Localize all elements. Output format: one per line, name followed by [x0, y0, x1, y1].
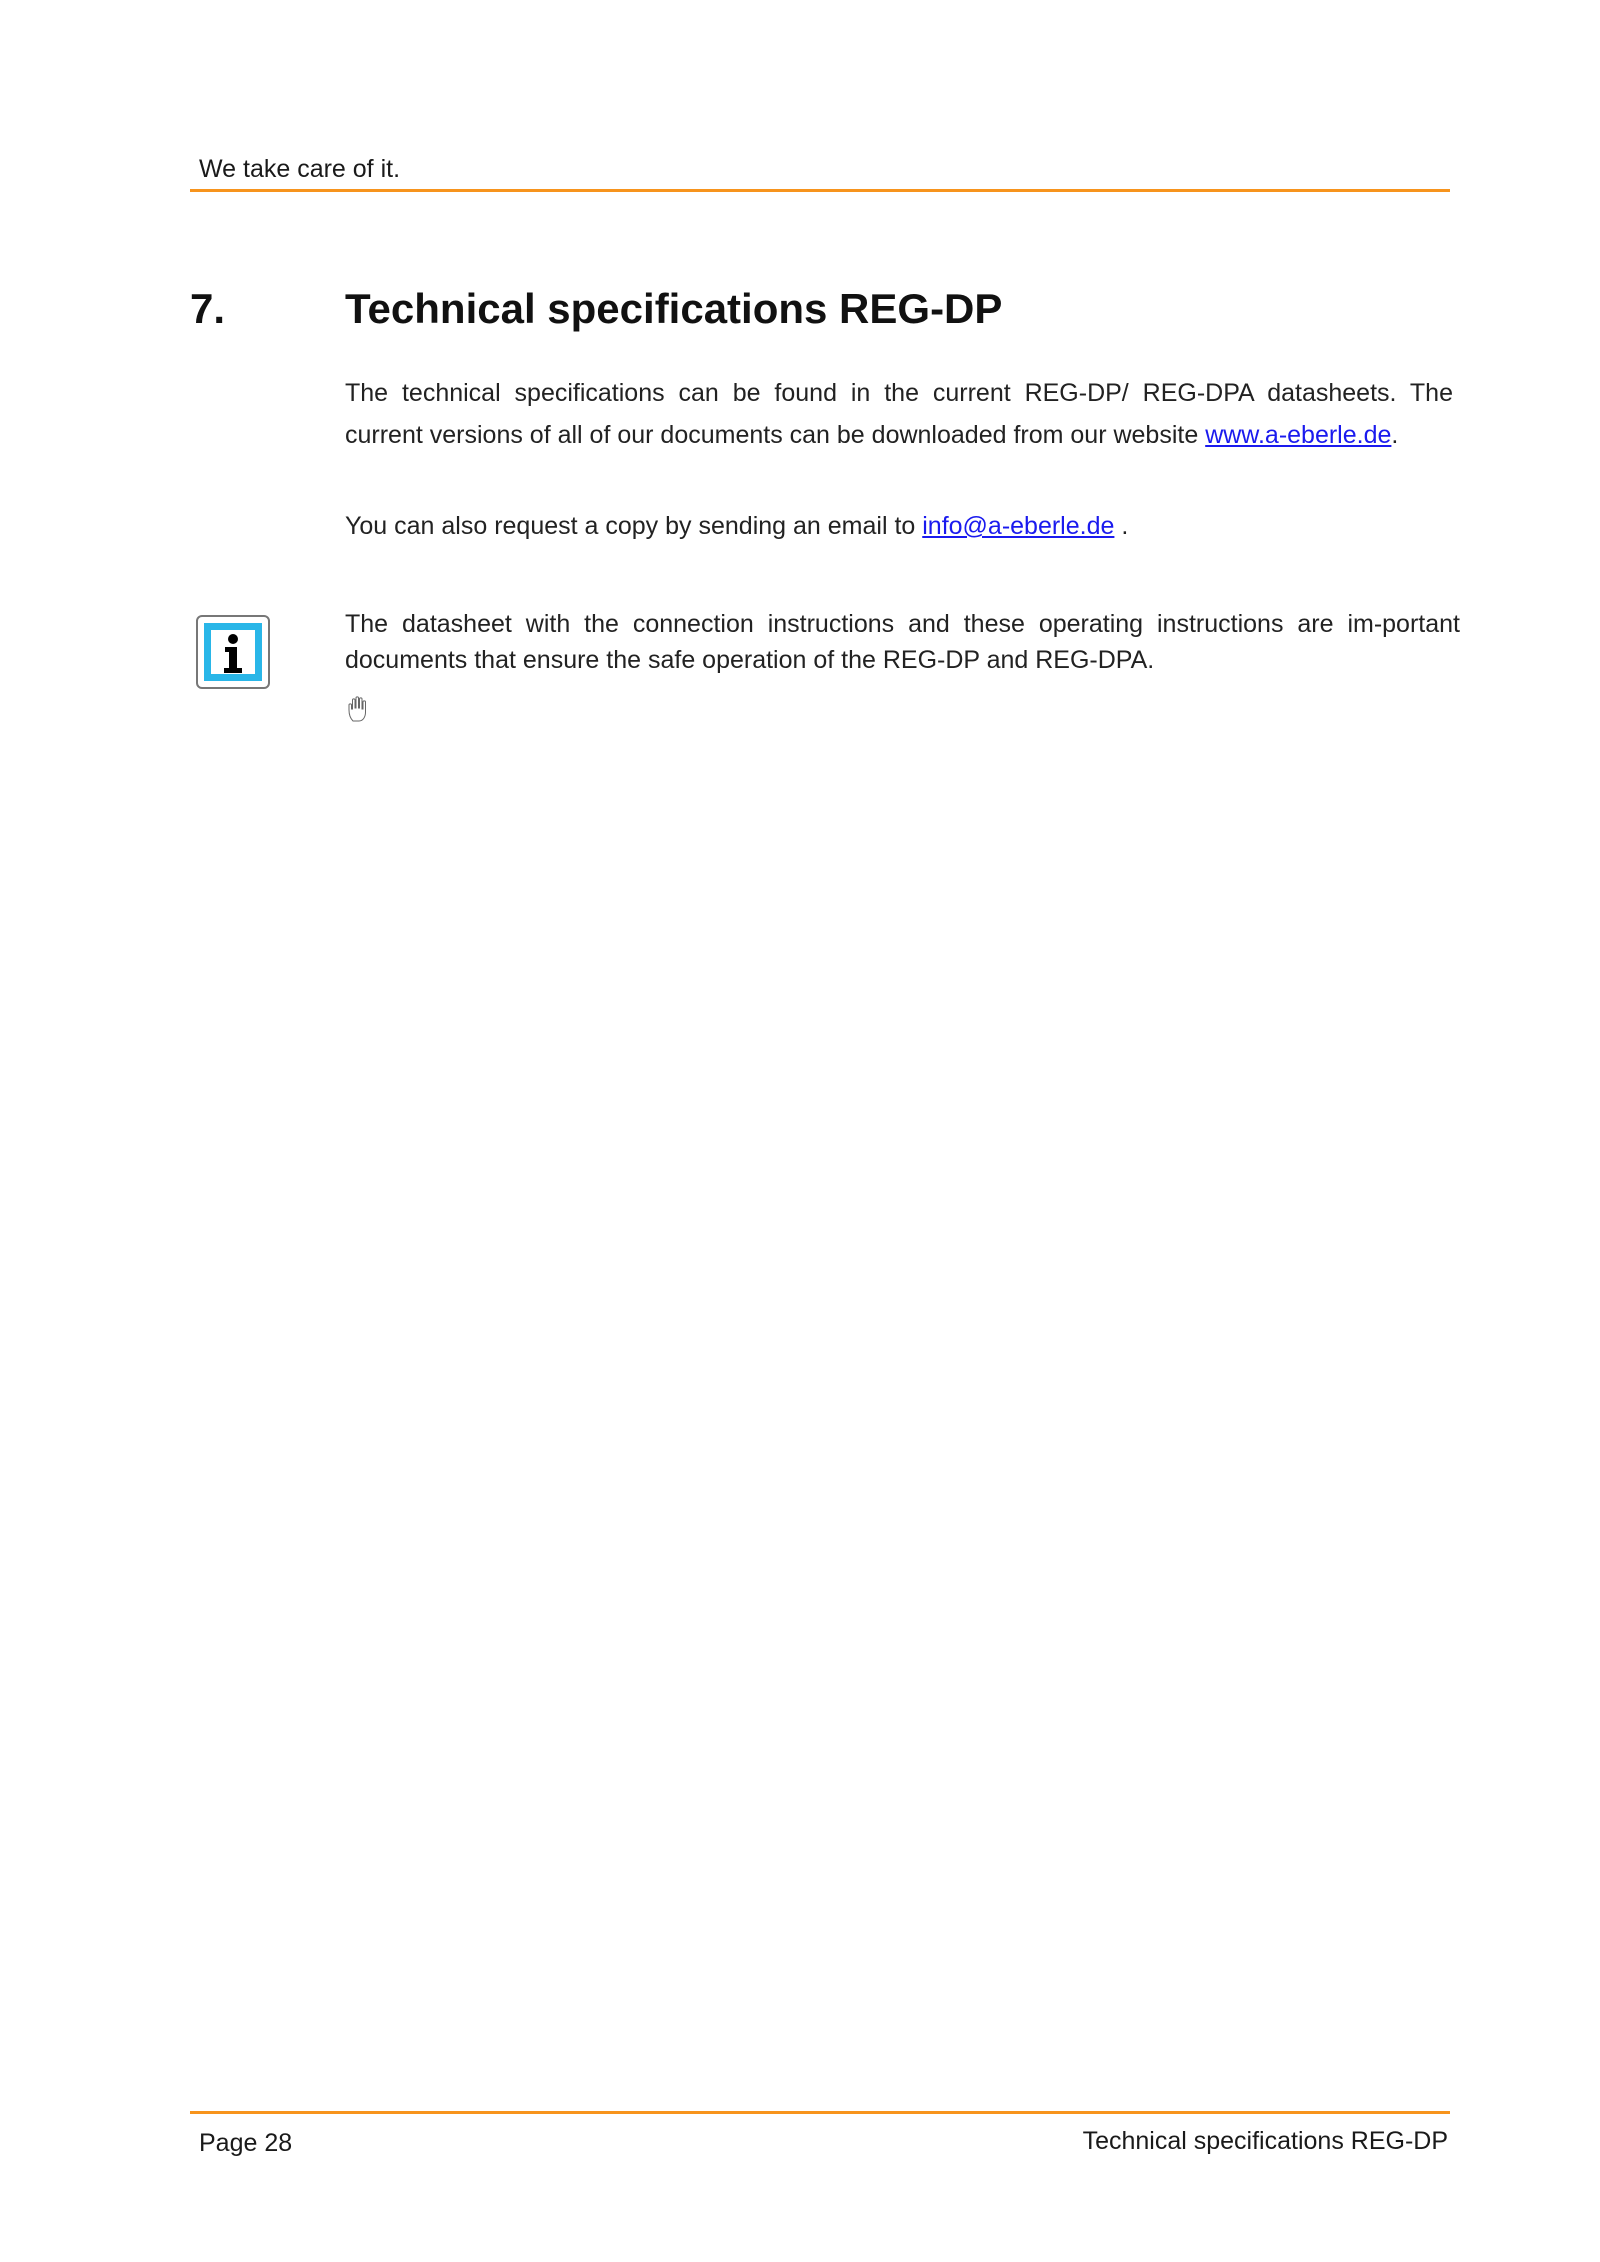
- paragraph-specifications-end: .: [1391, 421, 1399, 449]
- paragraph-specifications: [345, 372, 1453, 456]
- page-number: Page 28: [199, 2129, 293, 2157]
- paragraph-email-text: You can also request a copy by sending an email to: [345, 512, 923, 540]
- info-icon: [194, 613, 272, 691]
- website-link[interactable]: www.a-eberle.de: [1205, 421, 1392, 449]
- header-tagline: We take care of it.: [199, 155, 401, 183]
- email-link[interactable]: info@a-eberle.de: [922, 512, 1115, 540]
- header-rule: [190, 189, 1450, 192]
- footer-rule: [190, 2111, 1450, 2114]
- chapter-title: Technical specifications REG-DP: [345, 285, 1003, 332]
- hand-icon: [345, 694, 373, 724]
- paragraph-email: [345, 505, 1453, 547]
- paragraph-email-end: .: [1114, 512, 1129, 540]
- footer-section-title: Technical specifications REG-DP: [1082, 2127, 1448, 2155]
- note-paragraph: The datasheet with the connection instructions and these operating instructions are im-portant documents that ensure the safe operation of the REG-DP and REG-DPA.: [345, 610, 1460, 674]
- paragraph-specifications-text: The technical specifications can be found in the current REG-DP/ REG-DPA datasheets. The current versions of all of our documents can be downloaded from our website: [345, 379, 1453, 449]
- chapter-number: 7.: [190, 285, 226, 332]
- note-text: [345, 606, 1460, 678]
